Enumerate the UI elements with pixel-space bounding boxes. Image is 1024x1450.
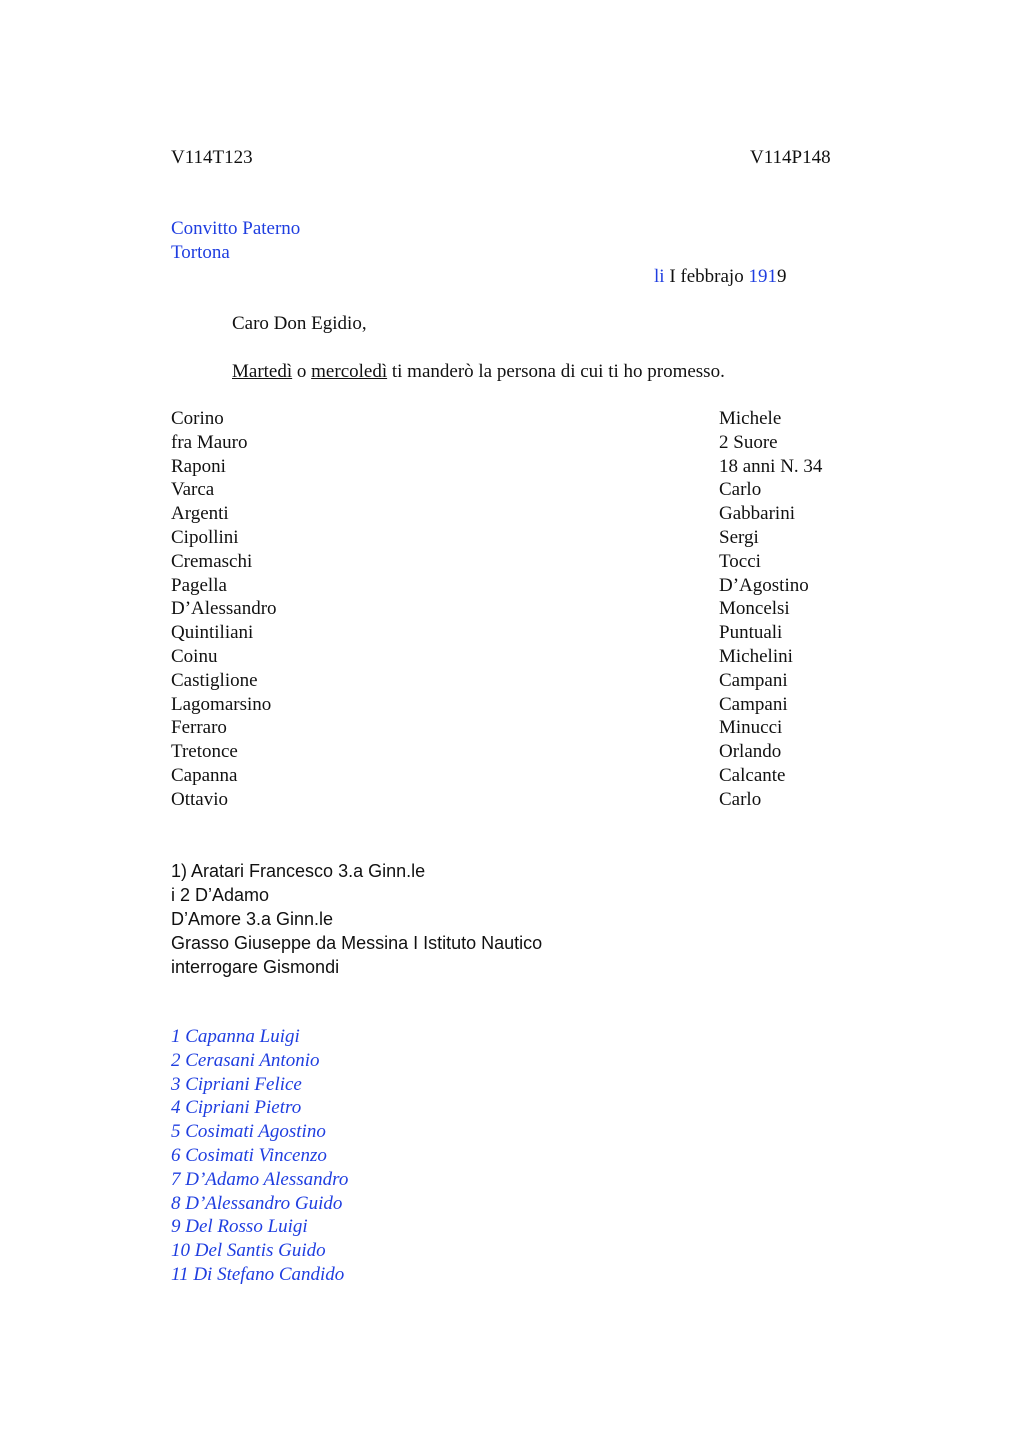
list-item: 9 Del Rosso Luigi <box>171 1216 308 1238</box>
list-item: 3 Cipriani Felice <box>171 1073 302 1095</box>
note-line: Grasso Giuseppe da Messina I Istituto Nautico <box>171 933 543 953</box>
list-item: Corino <box>171 408 224 429</box>
list-item: Gabbarini <box>719 503 795 525</box>
list-item: Pagella <box>171 574 227 596</box>
sender-city: Tortona <box>171 242 230 263</box>
notes-block <box>171 859 542 979</box>
list-item: 5 Cosimati Agostino <box>171 1121 326 1143</box>
list-item: Capanna <box>171 764 238 786</box>
list-item: 6 Cosimati Vincenzo <box>171 1144 327 1166</box>
list-item: Quintiliani <box>171 622 254 644</box>
names-left-column <box>171 407 277 812</box>
list-item: 2 Cerasani Antonio <box>171 1049 320 1071</box>
date-day-month: I febbrajo <box>664 266 749 287</box>
list-item: Calcante <box>719 764 786 786</box>
body-rest: ti manderò la persona di cui ti ho promesso. <box>387 361 725 382</box>
list-item: Argenti <box>171 503 229 525</box>
list-item: Lagomarsino <box>171 693 272 715</box>
list-item: 4 Cipriani Pietro <box>171 1097 302 1119</box>
list-item: Carlo <box>719 788 762 810</box>
list-item: 1 Capanna Luigi <box>171 1026 300 1047</box>
list-item: Michelini <box>719 645 793 667</box>
list-item: Ferraro <box>171 717 227 739</box>
list-item: Ottavio <box>171 788 228 810</box>
sender-institution: Convitto Paterno <box>171 218 301 239</box>
list-item: Castiglione <box>171 669 258 691</box>
list-item: Puntuali <box>719 622 783 644</box>
list-item: Tocci <box>719 550 761 572</box>
note-line: 1) Aratari Francesco 3.a Ginn.le <box>171 861 426 881</box>
numbered-student-list <box>171 1025 348 1287</box>
letter-date <box>654 265 786 289</box>
list-item: Michele <box>719 408 782 429</box>
body-word-wednesday: mercoledì <box>311 361 388 382</box>
list-item: Coinu <box>171 645 218 667</box>
date-prefix: li <box>654 266 665 287</box>
note-line: interrogare Gismondi <box>171 957 340 977</box>
list-item: 11 Di Stefano Candido <box>171 1263 345 1285</box>
list-item: 7 D’Adamo Alessandro <box>171 1168 349 1190</box>
list-item: 8 D’Alessandro Guido <box>171 1192 343 1214</box>
list-item: Carlo <box>719 479 762 501</box>
salutation: Caro Don Egidio, <box>232 313 367 334</box>
list-item: Campani <box>719 669 788 691</box>
document-code-right: V114P148 <box>750 147 831 168</box>
list-item: Tretonce <box>171 741 238 763</box>
list-item: Campani <box>719 693 788 715</box>
list-item: 18 anni N. 34 <box>719 455 823 477</box>
list-item: D’Alessandro <box>171 598 277 620</box>
list-item: Moncelsi <box>719 598 790 620</box>
list-item: 10 Del Santis Guido <box>171 1240 326 1262</box>
list-item: Minucci <box>719 717 783 739</box>
body-word-tuesday: Martedì <box>232 361 293 382</box>
date-year-part: 191 <box>748 266 777 287</box>
document-code-left: V114T123 <box>171 147 253 168</box>
list-item: Orlando <box>719 741 782 763</box>
list-item: Cipollini <box>171 526 239 548</box>
body-separator: o <box>292 361 312 382</box>
list-item: D’Agostino <box>719 574 809 596</box>
note-line: i 2 D’Adamo <box>171 885 270 905</box>
list-item: Varca <box>171 479 215 501</box>
list-item: fra Mauro <box>171 431 248 453</box>
note-line: D’Amore 3.a Ginn.le <box>171 909 334 929</box>
letter-body <box>232 360 725 384</box>
list-item: Sergi <box>719 526 759 548</box>
list-item: 2 Suore <box>719 431 778 453</box>
date-year-end: 9 <box>776 266 787 287</box>
list-item: Raponi <box>171 455 226 477</box>
names-right-column <box>719 407 822 812</box>
list-item: Cremaschi <box>171 550 253 572</box>
